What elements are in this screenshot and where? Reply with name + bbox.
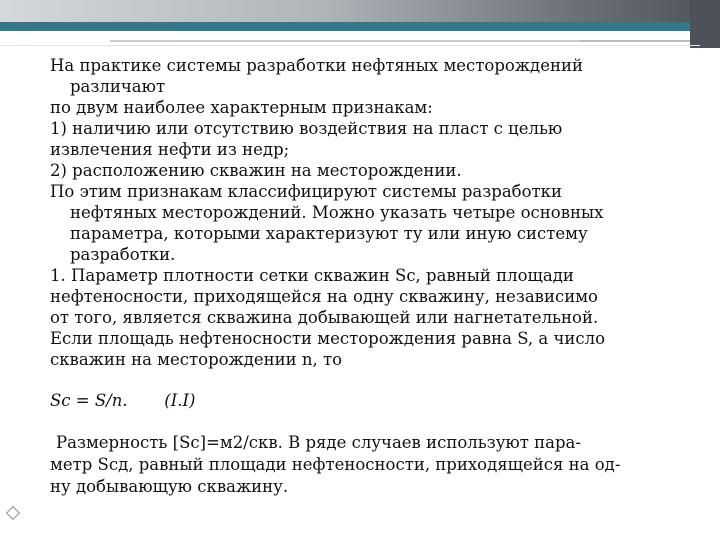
body-line: извлечения нефти из недр;: [50, 140, 290, 159]
diamond-bullet-icon: [6, 506, 20, 520]
header-thin-rule: [0, 45, 700, 46]
formula-line: Sc = S/n. (I.I): [50, 391, 196, 410]
body-line: разработки.: [70, 245, 176, 264]
top-decorative-bar: [0, 0, 720, 22]
corner-accent-block: [690, 0, 720, 48]
body-line: Если площадь нефтеносности месторождения равна S, а число: [50, 329, 606, 348]
body-line: от того, является скважина добывающей или нагнетательной.: [50, 308, 599, 327]
note-line: Размерность [Sc]=м2/скв. В ряде случаев используют пара-: [56, 433, 581, 452]
accent-stripe: [0, 22, 720, 31]
body-line: параметра, которыми характеризуют ту или иную систему: [70, 224, 588, 243]
header-rule-right: [580, 40, 690, 42]
header-rule-left: [110, 40, 580, 42]
body-line: По этим признакам классифицируют системы разработки: [50, 182, 562, 201]
body-line: 1. Параметр плотности сетки скважин Sc, равный площади: [50, 266, 574, 285]
body-line: по двум наиболее характерным признакам:: [50, 98, 433, 117]
body-line: скважин на месторождении n, то: [50, 350, 343, 369]
body-line: нефтеносности, приходящейся на одну скважину, независимо: [50, 287, 598, 306]
note-line: ну добывающую скважину.: [50, 477, 289, 496]
body-line: нефтяных месторождений. Можно указать четыре основных: [70, 203, 604, 222]
body-line: 2) расположению скважин на месторождении.: [50, 161, 462, 180]
note-paragraph: [50, 432, 690, 498]
body-line: различают: [70, 77, 166, 96]
body-line: На практике системы разработки нефтяных месторождений: [50, 56, 583, 75]
body-line: 1) наличию или отсутствию воздействия на пласт с целью: [50, 119, 563, 138]
note-line: метр Sсд, равный площади нефтеносности, приходящейся на од-: [50, 455, 621, 474]
slide-body: [50, 55, 690, 498]
